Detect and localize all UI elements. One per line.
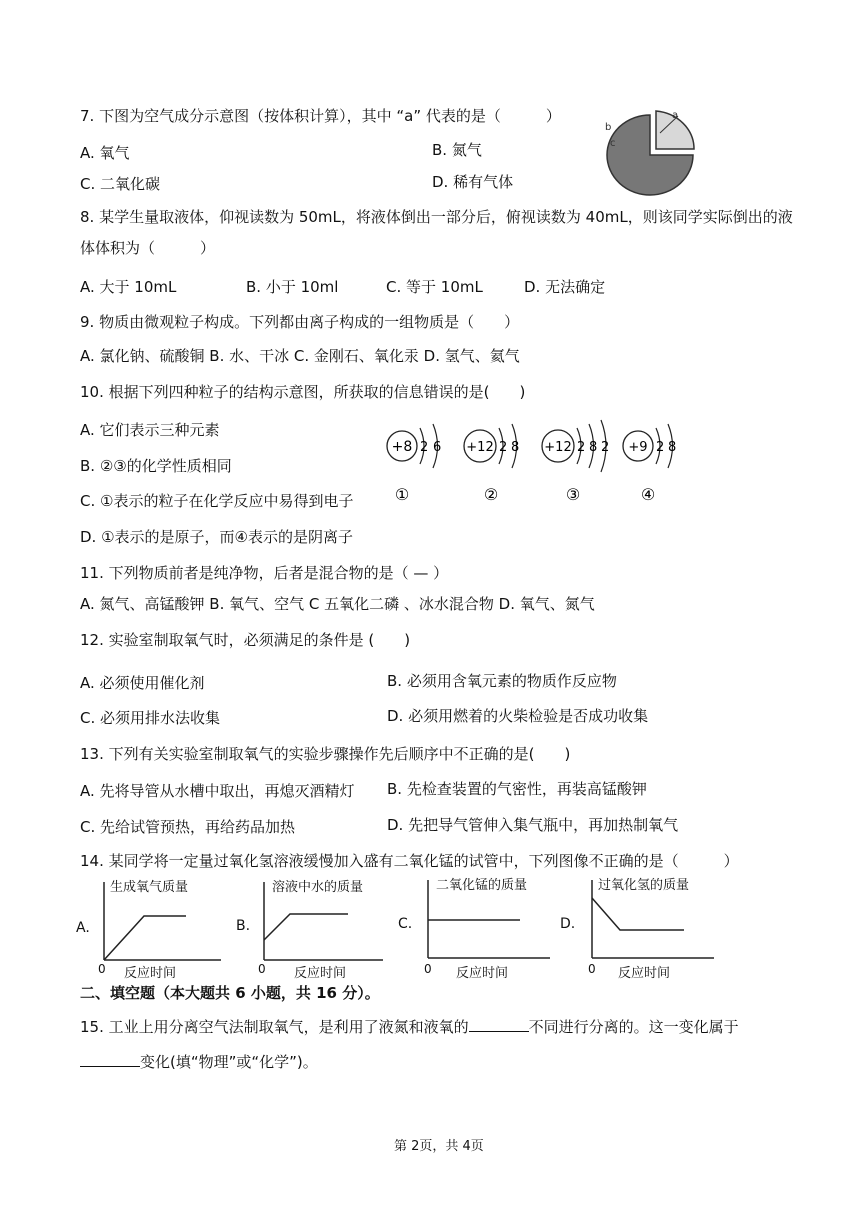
q10-option-d: D. ①表示的是原子，而④表示的是阴离子 bbox=[80, 528, 353, 546]
q7-option-b: B. 氮气 bbox=[432, 141, 482, 159]
particle-1-shell-1: 2 bbox=[420, 440, 429, 455]
q15-text-2: 不同进行分离的。这一变化属于 bbox=[528, 1018, 739, 1036]
graph-a-xlabel: 反应时间 bbox=[124, 966, 177, 981]
q8-stem: 8. 某学生量取液体，仰视读数为 50mL，将液体倒出一部分后，俯视读数为 40mL，则该同学实际倒出的液 bbox=[80, 208, 793, 226]
q13-option-a: A. 先将导管从水槽中取出，再熄灭酒精灯 bbox=[80, 782, 355, 800]
particle-4-shell-1: 2 bbox=[656, 440, 665, 455]
particle-4-shell-2: 8 bbox=[668, 440, 677, 455]
q8-option-a: A. 大于 10mL bbox=[80, 278, 177, 296]
q15-line-1 bbox=[80, 1017, 739, 1037]
q8-option-c: C. 等于 10mL bbox=[386, 278, 483, 296]
particle-1 bbox=[387, 424, 441, 504]
graph-c-xlabel: 反应时间 bbox=[456, 966, 509, 981]
graph-d-origin: 0 bbox=[588, 962, 596, 976]
particle-1-nucleus: +8 bbox=[391, 439, 413, 455]
pie-label-a: a bbox=[672, 110, 679, 121]
q15-text-1: 15. 工业上用分离空气法制取氧气，是利用了液氮和液氧的 bbox=[80, 1018, 469, 1036]
particle-2-shell-1: 2 bbox=[499, 440, 508, 455]
q12-option-a: A. 必须使用催化剂 bbox=[80, 674, 205, 692]
q15-text-3: 变化(填“物理”或“化学”)。 bbox=[140, 1053, 318, 1071]
q12-stem: 12. 实验室制取氧气时，必须满足的条件是 ( ) bbox=[80, 631, 411, 649]
particle-4 bbox=[623, 424, 676, 504]
q13-option-c: C. 先给试管预热，再给药品加热 bbox=[80, 818, 296, 836]
particle-4-nucleus: +9 bbox=[628, 440, 648, 455]
graph-b bbox=[258, 880, 388, 965]
graph-a-ylabel: 生成氧气质量 bbox=[110, 880, 189, 895]
graph-c-letter: C. bbox=[398, 916, 413, 932]
particle-2 bbox=[464, 424, 519, 504]
pie-label-c: c bbox=[610, 138, 616, 149]
graph-d bbox=[584, 878, 719, 963]
particle-2-nucleus: +12 bbox=[466, 440, 494, 455]
page-number: 第 2页，共 4页 bbox=[394, 1139, 484, 1154]
air-composition-pie bbox=[600, 108, 700, 198]
q7-option-d: D. 稀有气体 bbox=[432, 173, 514, 191]
graph-b-xlabel: 反应时间 bbox=[294, 966, 347, 981]
q15-blank-1[interactable] bbox=[469, 1017, 529, 1032]
graph-d-xlabel: 反应时间 bbox=[618, 966, 671, 981]
q12-option-c: C. 必须用排水法收集 bbox=[80, 709, 221, 727]
pie-label-b: b bbox=[605, 122, 612, 133]
particle-3-label: ③ bbox=[565, 485, 581, 504]
graph-d-ylabel: 过氧化氢的质量 bbox=[598, 878, 690, 893]
graph-b-letter: B. bbox=[236, 918, 251, 934]
q8-option-d: D. 无法确定 bbox=[524, 278, 606, 296]
graph-a bbox=[96, 880, 226, 965]
q8-option-b: B. 小于 10ml bbox=[246, 278, 339, 296]
graph-a-letter: A. bbox=[76, 920, 90, 936]
q7-option-a: A. 氧气 bbox=[80, 144, 130, 162]
q7-stem: 7. 下图为空气成分示意图（按体积计算），其中 “a” 代表的是（ ） bbox=[80, 107, 561, 125]
q9-options: A. 氯化钠、硫酸铜 B. 水、干冰 C. 金刚石、氧化汞 D. 氢气、氦气 bbox=[80, 347, 520, 365]
particle-3 bbox=[542, 420, 609, 504]
q12-option-d: D. 必须用燃着的火柴检验是否成功收集 bbox=[387, 707, 649, 725]
q7-option-c: C. 二氧化碳 bbox=[80, 175, 161, 193]
particle-1-label: ① bbox=[394, 485, 410, 504]
particle-3-shell-1: 2 bbox=[577, 440, 586, 455]
particle-2-shell-2: 8 bbox=[511, 440, 520, 455]
graph-c bbox=[420, 878, 555, 963]
q9-stem: 9. 物质由微观粒子构成。下列都由离子构成的一组物质是（ ） bbox=[80, 313, 520, 331]
q13-option-b: B. 先检查装置的气密性，再装高锰酸钾 bbox=[387, 780, 647, 798]
section-2-title: 二、填空题（本大题共 6 小题，共 16 分）。 bbox=[80, 984, 380, 1002]
q15-blank-2[interactable] bbox=[80, 1052, 140, 1067]
graph-d-letter: D. bbox=[560, 916, 576, 932]
q10-stem: 10. 根据下列四种粒子的结构示意图，所获取的信息错误的是( ) bbox=[80, 383, 526, 401]
q10-option-a: A. 它们表示三种元素 bbox=[80, 421, 220, 439]
particle-2-label: ② bbox=[483, 485, 499, 504]
particle-4-label: ④ bbox=[640, 485, 656, 504]
particle-structure-diagrams bbox=[380, 418, 700, 518]
particle-3-nucleus: +12 bbox=[544, 440, 572, 455]
graph-c-origin: 0 bbox=[424, 962, 432, 976]
graph-b-ylabel: 溶液中水的质量 bbox=[272, 880, 364, 895]
graph-c-ylabel: 二氧化锰的质量 bbox=[436, 878, 528, 893]
q13-stem: 13. 下列有关实验室制取氧气的实验步骤操作先后顺序中不正确的是( ) bbox=[80, 745, 571, 763]
q8-stem-cont: 体体积为（ ） bbox=[80, 239, 216, 257]
q10-option-c: C. ①表示的粒子在化学反应中易得到电子 bbox=[80, 492, 354, 510]
graph-a-origin: 0 bbox=[98, 962, 106, 976]
q12-option-b: B. 必须用含氧元素的物质作反应物 bbox=[387, 672, 617, 690]
q14-stem: 14. 某同学将一定量过氧化氢溶液缓慢加入盛有二氧化锰的试管中，下列图像不正确的是（ ） bbox=[80, 852, 739, 870]
q11-stem: 11. 下列物质前者是纯净物，后者是混合物的是（ — ） bbox=[80, 564, 449, 582]
q10-option-b: B. ②③的化学性质相同 bbox=[80, 457, 232, 475]
q15-line-2 bbox=[80, 1052, 318, 1072]
q11-options: A. 氮气、高锰酸钾 B. 氧气、空气 C 五氧化二磷 、冰水混合物 D. 氧气、氮气 bbox=[80, 595, 595, 613]
particle-3-shell-2: 8 bbox=[589, 440, 598, 455]
graph-b-origin: 0 bbox=[258, 962, 266, 976]
q13-option-d: D. 先把导气管伸入集气瓶中，再加热制氧气 bbox=[387, 816, 679, 834]
particle-3-shell-3: 2 bbox=[601, 440, 610, 455]
particle-1-shell-2: 6 bbox=[433, 440, 442, 455]
